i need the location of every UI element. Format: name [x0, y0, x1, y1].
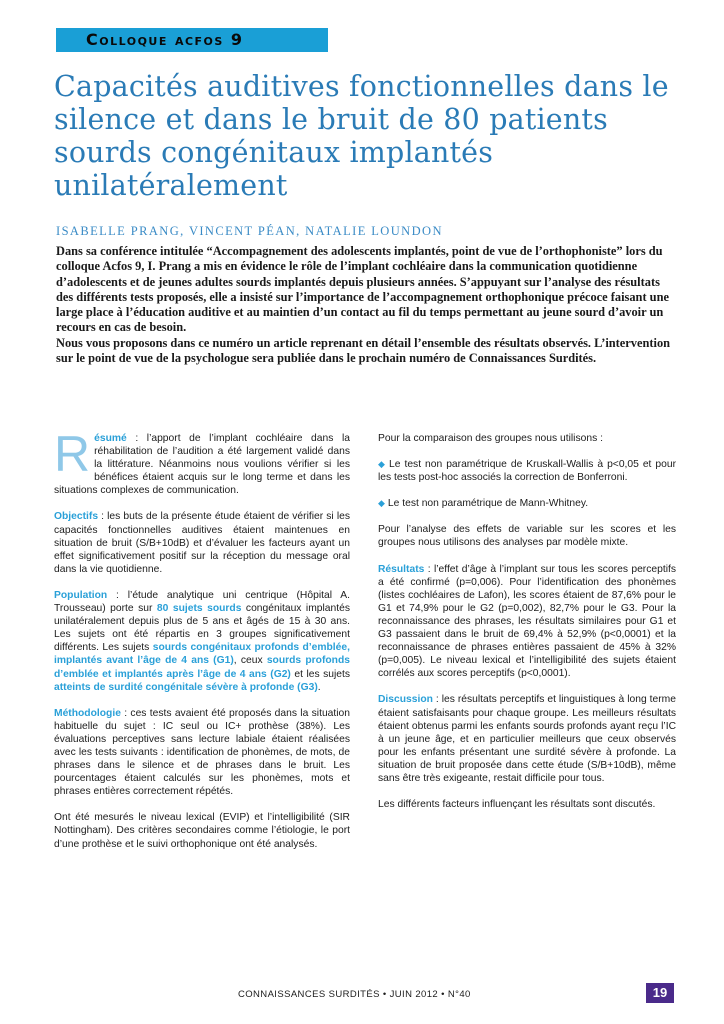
- methodologie-keyword: Méthodologie: [54, 707, 121, 719]
- intro-paragraph: Dans sa conférence intitulée “Accompagnement des adolescents implantés, point de vue de l’orthophoniste” lors du colloque Acfos 9, I. Prang a mis en évidence le rôle de l’implant cochléaire dans la communication quotidienne d’adolescents et de jeunes adultes sourds implantés depuis plusieurs années. S’appuyant sur l’analyse des résultats des différents tests proposés, elle a insisté sur l’importance de l’accompagnement orthophonique précoce faisant une large place à l’éducation auditive et au maintien d’un contact au fil du temps permettant au jeune sourd d’avoir un recours en cas de besoin.: [56, 244, 669, 335]
- resume-paragraph: [54, 426, 350, 497]
- discussion-paragraph: [378, 693, 676, 785]
- resume-text: : l’apport de l’implant cochléaire dans la réhabilitation de l’audition a été largement validé dans la littérature. Néanmoins nous voulions vérifier si les bénéfices étaient acquis sur le long terme et dans les situations complexes de communication.: [54, 433, 350, 497]
- footer-text: CONNAISSANCES SURDITÉS • JUIN 2012 • N°40: [238, 989, 471, 1000]
- resultats-paragraph: [378, 563, 676, 681]
- objectifs-text: : les buts de la présente étude étaient de vérifier si les capacités fonctionnelles auditives étaient maintenues en situation de bruit (S/B+10dB) et d’évaluer les facteurs ayant un effet significativement positif sur la réception du message oral dans la vie quotidienne.: [54, 511, 350, 575]
- population-text: congénitaux implantés unilatéralement depuis plus de 5 ans et âgés de 15 à 30 ans. Les sujets ont été répartis en 3 groupes significativement différents. Les sujets: [54, 603, 351, 654]
- population-keyword: Population: [54, 589, 108, 601]
- population-text: et les sujets: [290, 668, 350, 680]
- methodologie-text: : ces tests avaient été proposés dans la situation habituelle du sujet : IC seul ou IC+ prothèse (38%). Les évaluations perceptives sans lecture labiale étaient réalisées avec les tests suivants : identification de phonèmes, de mots, de phrases dans le silence et de phrases dans le bruit. Les pourcentages étaient calculés sur les phonèmes, mots et phrases entières correctement répétés.: [54, 707, 350, 798]
- discussion-keyword: Discussion: [378, 694, 433, 706]
- comparaison-paragraph: Pour la comparaison des groupes nous utilisons :: [378, 433, 603, 444]
- resultats-text: : l’effet d’âge à l’implant sur tous les scores perceptifs a été confirmé (p=0,006). Pour l’identification des phonèmes (listes cochléaires de Lafon), les scores étaient de 87,6% pour le G1 et 74,9% pour le G2 (p=0,002), 82,7% pour le G3. Pour la reconnaissance des phrases, les résultats similaires pour G1 et G3 passaient dans le bruit de 69,4% à 52,9% (p<0,0001) et la reconnaissance de phrases entières passaient de 45% à 32% (p=0,005). Le niveau lexical et l’intelligibilité des sujets étaient corrélés aux scores perceptifs (p<0,0001).: [378, 563, 676, 680]
- population-highlight: atteints de surdité congénitale sévère à profonde (G3): [54, 681, 318, 693]
- population-text: : l’étude analytique uni centrique (Hôpital A. Trousseau) porte sur: [54, 589, 350, 615]
- analyse-paragraph: Pour l’analyse des effets de variable sur les scores et les groupes nous utilisons des analyses par modèle mixte.: [378, 524, 676, 549]
- banner-label: Colloque acfos 9: [86, 30, 244, 49]
- bullet-item: [378, 497, 676, 510]
- diamond-bullet-icon: ◆: [378, 459, 387, 470]
- article-authors: ISABELLE PRANG, VINCENT PÉAN, NATALIE LOUNDON: [56, 224, 443, 238]
- left-column: [54, 426, 351, 864]
- page-number: 19: [646, 983, 674, 1003]
- objectifs-keyword: Objectifs: [54, 511, 99, 523]
- bullet-text: Le test non paramétrique de Kruskall-Wallis à p<0,05 et pour les tests post-hoc associés la correction de Bonferroni.: [378, 459, 677, 484]
- resume-keyword: ésumé: [94, 433, 127, 444]
- discussion-text: : les résultats perceptifs et linguistiques à long terme étaient satisfaisants pour chaque groupe. Les meilleurs résultats étaient obtenus parmi les enfants sourds profonds ayant reçu l’IC à un jeune âge, et en particulier meilleurs que ceux observés pour les enfants présentant une surdité sévère à profonde. La situation de bruit proposée dans cette étude (S/B+10dB), même sans être très exigeante, restait difficile pour tous.: [378, 694, 676, 784]
- resultats-keyword: Résultats: [378, 563, 425, 575]
- article-title: Capacités auditives fonctionnelles dans le silence et dans le bruit de 80 patients sourds congénitaux implantés unilatéralement: [54, 70, 669, 202]
- measures-paragraph: Ont été mesurés le niveau lexical (EVIP) et l’intelligibilité (SIR Nottingham). Des critères secondaires comme l’étiologie, le port d’une prothèse et le suivi orthophonique ont été analysés.: [54, 812, 350, 850]
- bullet-item: [378, 458, 676, 484]
- article-intro: [56, 244, 676, 366]
- section-banner: [56, 28, 328, 52]
- methodologie-paragraph: [54, 707, 350, 799]
- population-paragraph: [54, 589, 350, 694]
- population-highlight: sourds profonds d’emblée et implantés après l’âge de 4 ans (G2): [54, 655, 350, 680]
- population-text: .: [317, 681, 321, 693]
- diamond-bullet-icon: ◆: [378, 498, 385, 509]
- objectifs-paragraph: [54, 510, 350, 575]
- intro-paragraph: Nous vous proposons dans ce numéro un article reprenant en détail l’ensemble des résultats observés. L’intervention sur le point de vue de la psychologue sera publiée dans le prochain numéro de Connaissances Surdités.: [56, 335, 671, 366]
- drop-cap: R: [54, 426, 91, 482]
- population-text: , ceux: [233, 655, 267, 667]
- facteurs-paragraph: Les différents facteurs influençant les résultats sont discutés.: [378, 799, 656, 811]
- population-highlight: sourds congénitaux profonds d’emblée, implantés avant l’âge de 4 ans (G1): [54, 642, 350, 667]
- bullet-text: Le test non paramétrique de Mann-Whitney.: [387, 498, 589, 510]
- right-column: [378, 432, 676, 824]
- population-highlight: 80 sujets sourds: [156, 603, 242, 615]
